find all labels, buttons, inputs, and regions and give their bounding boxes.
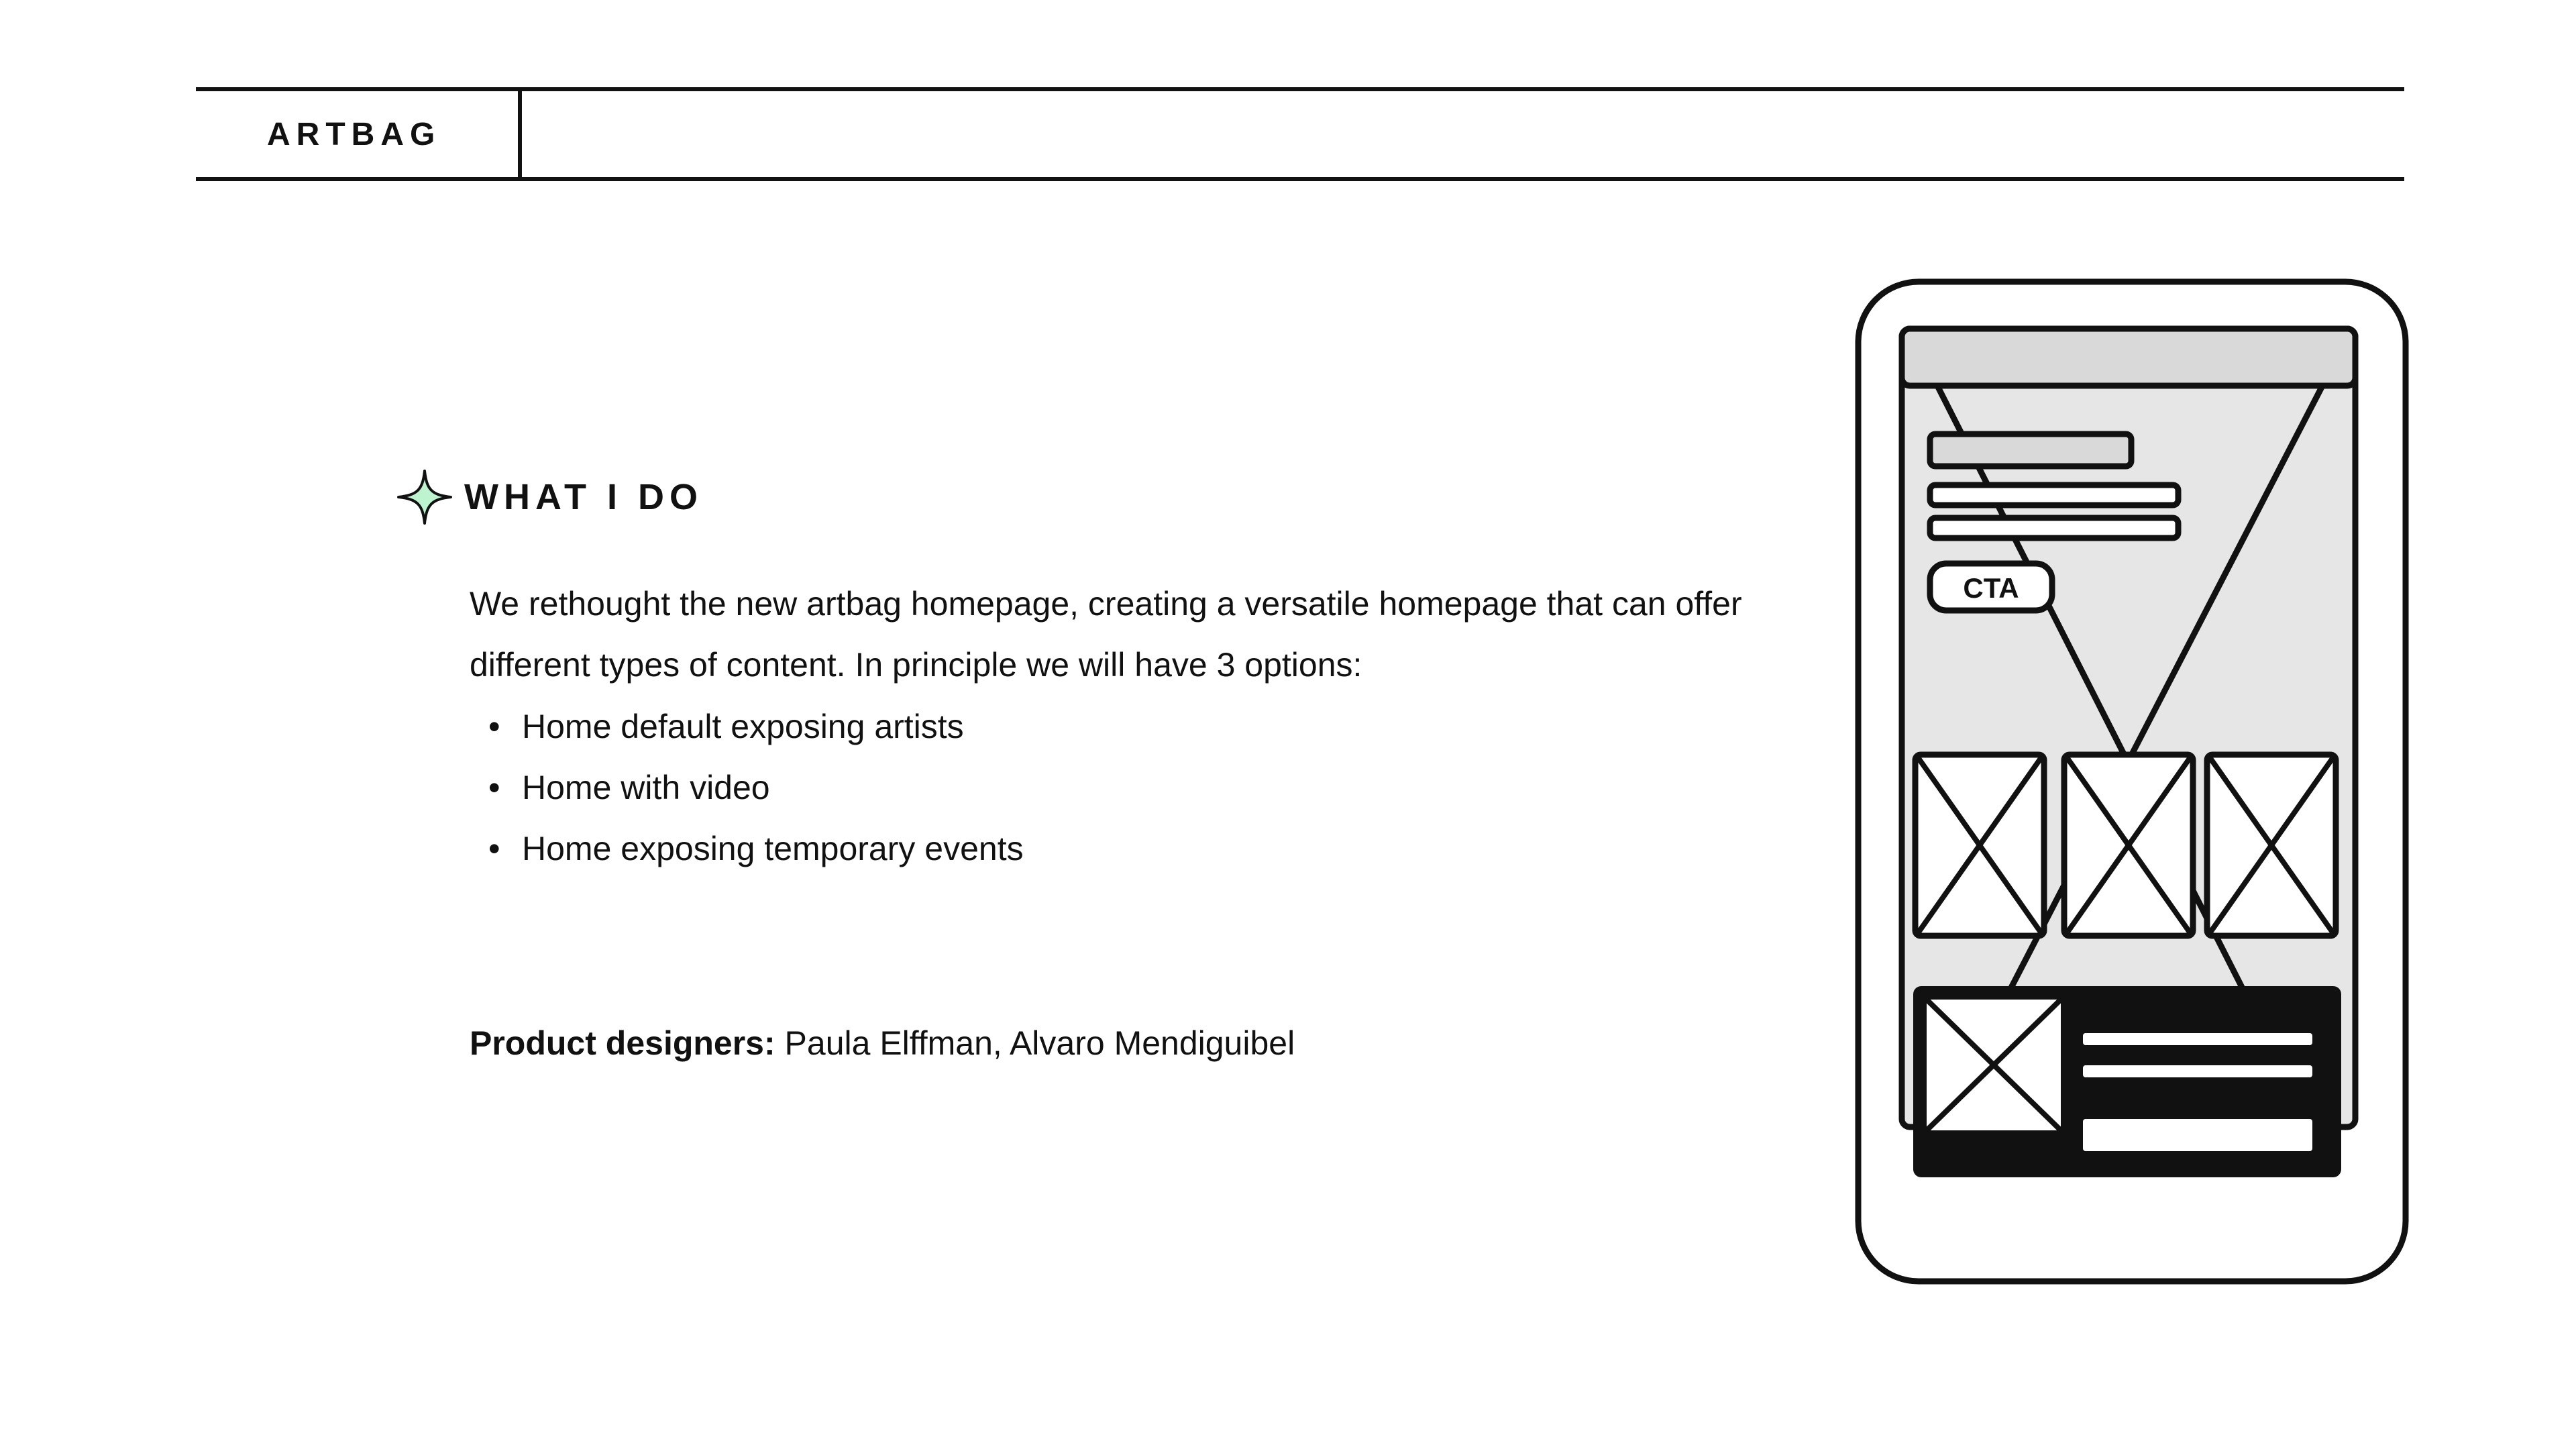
screen-header-bar [1902,329,2355,386]
credits-line [470,1013,1295,1074]
image-placeholder-card [2064,755,2193,936]
phone-wireframe-illustration [1851,275,2415,1288]
featured-card-button [2083,1119,2312,1151]
list-item: • Home exposing temporary events [470,818,1024,879]
featured-card-text-line [2083,1065,2312,1077]
section-description: We rethought the new artbag homepage, creating a versatile homepage that can offer different types of content. In principle we will have 3 options: [470,585,1742,684]
section-title: WHAT I DO [464,477,703,517]
image-placeholder-card [2207,755,2336,936]
text-line-bar [1930,485,2178,505]
credits-label: Product designers: [470,1024,775,1062]
options-list [470,696,1024,879]
list-item: • Home default exposing artists [470,696,1024,757]
top-header [196,87,2404,181]
text-line-bar [1930,518,2178,538]
credits-names: Paula Elffman, Alvaro Mendiguibel [784,1024,1295,1062]
sparkle-icon [397,470,452,525]
cta-label: CTA [1963,572,2019,604]
list-item: • Home with video [470,757,1024,818]
brand-logo-text[interactable]: ARTBAG [196,91,522,177]
featured-card-text-line [2083,1033,2312,1045]
section-heading [397,470,703,525]
title-bar [1930,434,2131,466]
image-placeholder-card [1915,755,2044,936]
